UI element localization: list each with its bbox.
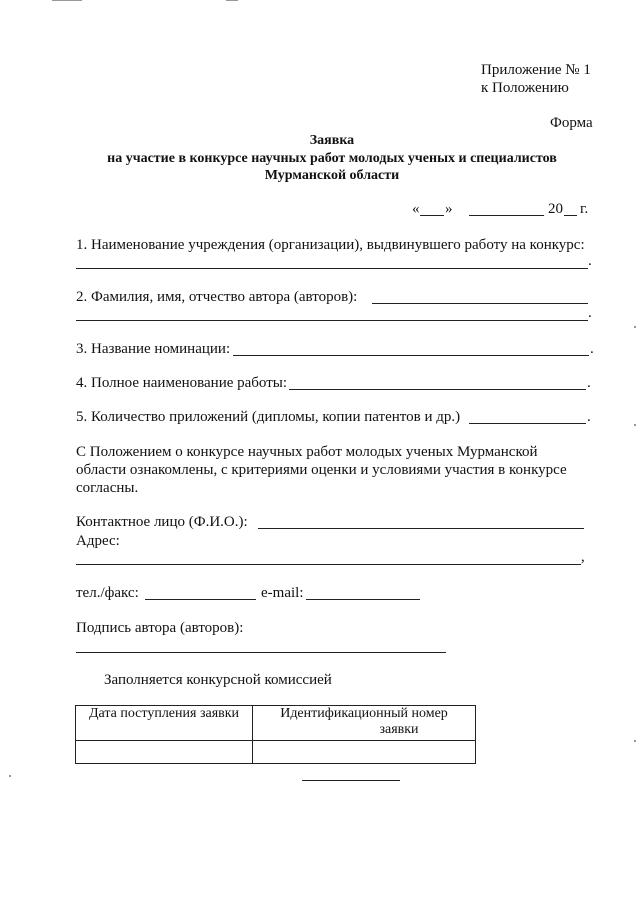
signature-label: Подпись автора (авторов): — [76, 620, 244, 636]
date-close-quote: » — [445, 201, 453, 217]
date-month-blank[interactable] — [469, 215, 544, 216]
field-attachments-label: 5. Количество приложений (дипломы, копии патентов и др.) — [76, 409, 461, 425]
date-open-quote: « — [412, 201, 420, 217]
field-nomination-period: . — [590, 341, 594, 357]
appendix-number: Приложение № 1 — [481, 62, 591, 78]
field-author-blank[interactable] — [372, 303, 588, 304]
commission-note: Заполняется конкурсной комиссией — [104, 672, 332, 688]
regulation-reference: к Положению — [481, 80, 569, 96]
agreement-text-line-3: согласны. — [76, 480, 139, 496]
date-day-blank[interactable] — [420, 215, 444, 216]
scan-speck — [9, 775, 11, 777]
form-label: Форма — [550, 115, 593, 131]
address-blank[interactable] — [76, 564, 581, 565]
closing-rule — [302, 780, 400, 781]
scan-artifact-line — [52, 0, 82, 1]
field-author-label: 2. Фамилия, имя, отчество автора (авторов): — [76, 289, 358, 305]
scan-speck — [634, 740, 636, 742]
date-year-suffix: г. — [580, 201, 589, 217]
field-organization-blank[interactable] — [76, 268, 588, 269]
table-row — [76, 741, 476, 764]
field-nomination-blank[interactable] — [233, 355, 589, 356]
id-number-header — [253, 706, 476, 741]
id-number-header-line-2: заявки — [379, 722, 419, 737]
receipt-date-cell[interactable] — [76, 741, 253, 764]
field-attachments-blank[interactable] — [469, 423, 586, 424]
document-subtitle: на участие в конкурсе научных работ молодых ученых и специалистов — [107, 151, 557, 166]
id-number-header-line-1: Идентификационный номер — [280, 706, 448, 721]
agreement-text-line-2: области ознакомлены, с критериями оценки и условиями участия в конкурсе — [76, 462, 567, 478]
address-comma: , — [581, 549, 585, 565]
date-year-prefix: 20 — [548, 201, 563, 217]
email-label: e-mail: — [261, 585, 304, 601]
table-header-row — [76, 706, 476, 741]
email-blank[interactable] — [306, 599, 420, 600]
field-organization-period: . — [588, 253, 592, 269]
receipt-date-header-text: Дата поступления заявки — [88, 706, 240, 721]
field-author-blank-2[interactable] — [76, 320, 588, 321]
agreement-text-line-1: С Положением о конкурсе научных работ молодых ученых Мурманской — [76, 444, 538, 460]
field-work-title-period: . — [587, 375, 591, 391]
address-label: Адрес: — [76, 533, 120, 549]
field-attachments-period: . — [587, 409, 591, 425]
scan-speck — [634, 424, 636, 426]
scan-speck — [634, 326, 636, 328]
document-subtitle-region: Мурманской области — [264, 168, 400, 183]
document-title: Заявка — [309, 133, 355, 148]
signature-blank[interactable] — [76, 652, 446, 653]
phone-fax-label: тел./факс: — [76, 585, 139, 601]
field-work-title-label: 4. Полное наименование работы: — [76, 375, 288, 391]
contact-person-label: Контактное лицо (Ф.И.О.): — [76, 514, 248, 530]
commission-table — [75, 705, 476, 764]
field-nomination-label: 3. Название номинации: — [76, 341, 231, 357]
phone-fax-blank[interactable] — [145, 599, 256, 600]
contact-person-blank[interactable] — [258, 528, 584, 529]
date-year-blank[interactable] — [564, 215, 577, 216]
field-organization-label: 1. Наименование учреждения (организации), выдвинувшего работу на конкурс: — [76, 237, 585, 253]
field-author-period: . — [588, 305, 592, 321]
receipt-date-header — [76, 706, 253, 741]
field-work-title-blank[interactable] — [289, 389, 586, 390]
scan-artifact-line — [226, 0, 238, 1]
id-number-cell[interactable] — [253, 741, 476, 764]
